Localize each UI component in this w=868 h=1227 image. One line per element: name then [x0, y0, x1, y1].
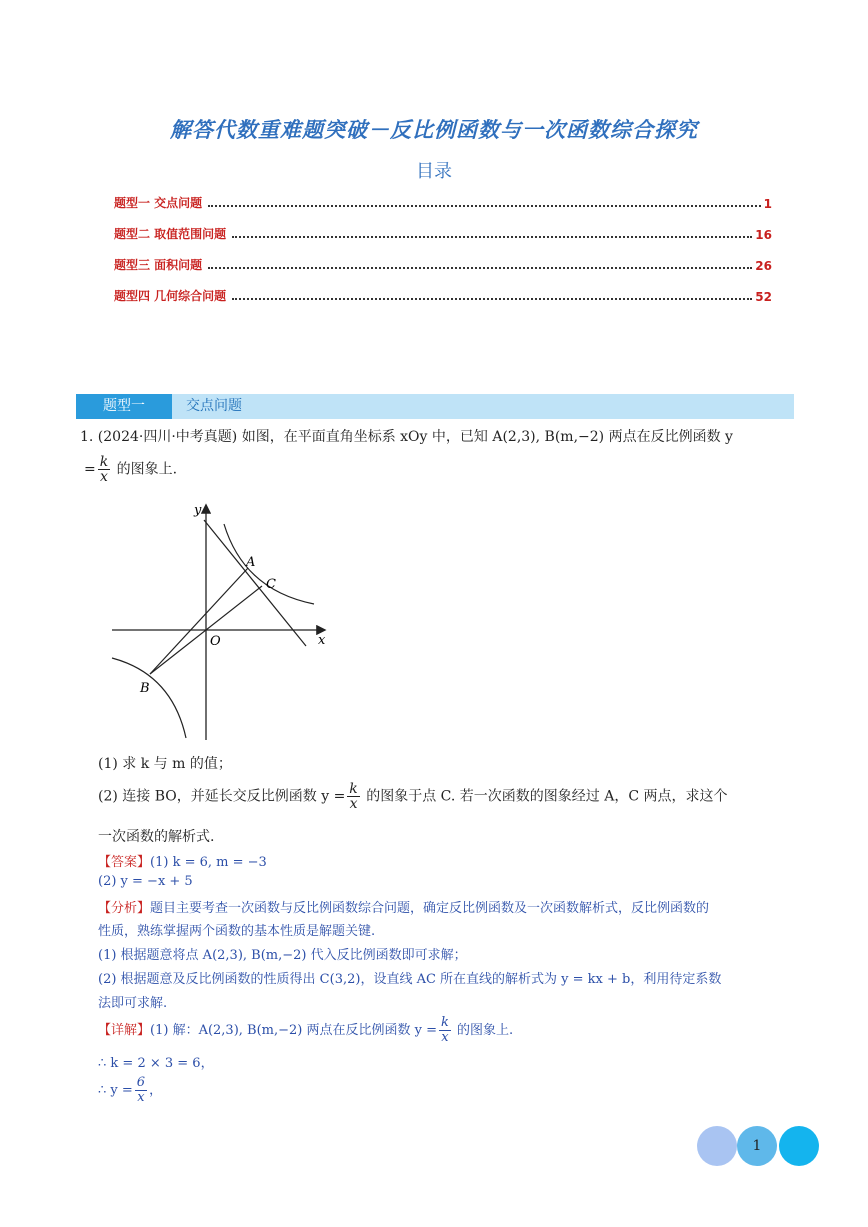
detail-1-suffix: 的图象上. [452, 1023, 514, 1038]
frac-num: k [99, 454, 109, 470]
question-part2 [98, 782, 728, 811]
answer-line1 [98, 851, 267, 870]
question-line2 [84, 455, 177, 484]
section-tag: 题型一 [76, 394, 172, 419]
toc-item[interactable] [114, 193, 772, 211]
answer-2: (2) y = −x + 5 [98, 874, 193, 889]
page-number: 1 [737, 1126, 777, 1166]
frac-den: x [137, 1090, 145, 1105]
detail-3-suffix: ， [149, 1083, 163, 1098]
hyperbola-branch-lower [112, 658, 186, 738]
question-part2-cont: 一次函数的解析式. [98, 829, 215, 845]
analysis-5: 法即可求解. [98, 996, 168, 1011]
frac-num: k [441, 1015, 449, 1030]
analysis-2: 性质，熟练掌握两个函数的基本性质是解题关键. [98, 924, 376, 939]
frac-den: x [100, 469, 108, 485]
detail-3-prefix: ∴ y = [98, 1083, 133, 1098]
document-title: 解答代数重难题突破－反比例函数与一次函数综合探究 [170, 118, 698, 142]
line-ac [204, 520, 306, 646]
fraction-6-over-x [135, 1076, 147, 1105]
fraction-k-over-x [347, 782, 359, 811]
question-part1: (1) 求 k 与 m 的值； [98, 756, 232, 772]
answer-1: (1) k = 6, m = −3 [150, 855, 267, 870]
toc-heading: 目录 [416, 161, 452, 182]
frac-den: x [441, 1030, 449, 1045]
badge-circle-left [697, 1126, 737, 1166]
answer-tag: 【答案】 [98, 855, 151, 870]
detail-line1 [98, 1016, 513, 1045]
toc-item-page: 1 [763, 197, 772, 211]
badge-circle-right [779, 1126, 819, 1166]
fraction-k-over-x [439, 1016, 451, 1045]
toc-item-label: 题型三 面积问题 [114, 258, 203, 272]
toc-item-page: 26 [755, 259, 772, 273]
detail-tag: 【详解】 [98, 1023, 151, 1038]
question-part2-a: (2) 连接 BO，并延长交反比例函数 y = [98, 788, 346, 805]
toc-item[interactable] [114, 286, 772, 304]
toc-leader [232, 236, 752, 238]
analysis-tag: 【分析】 [98, 901, 151, 916]
toc-leader [208, 205, 760, 207]
toc-item-page: 16 [755, 228, 772, 242]
x-axis-label: x [318, 633, 326, 648]
toc-item-page: 52 [755, 290, 772, 304]
function-graph-figure [106, 498, 336, 743]
point-b-label: B [140, 681, 150, 696]
point-a-label: A [246, 555, 256, 570]
hyperbola-branch-upper [224, 524, 314, 604]
question-part2-b: 的图象于点 C. 若一次函数的图象经过 A，C 两点，求这个 [361, 788, 728, 805]
analysis-3: (1) 根据题意将点 A(2,3), B(m,−2) 代入反比例函数即可求解； [98, 948, 467, 963]
point-c-label: C [266, 577, 276, 592]
frac-num: k [349, 781, 358, 797]
section-title: 交点问题 [186, 398, 242, 414]
frac-den: x [349, 796, 358, 812]
question-line2-suffix: 的图象上. [112, 461, 178, 478]
question-line1: 1. (2024·四川·中考真题) 如图，在平面直角坐标系 xOy 中，已知 A(2,3), B(m,−2) 两点在反比例函数 y [80, 429, 733, 445]
origin-label: O [210, 634, 221, 649]
toc-item[interactable] [114, 224, 772, 242]
page-number-badge [697, 1126, 821, 1166]
toc-leader [208, 267, 752, 269]
toc-item-label: 题型四 几何综合问题 [114, 289, 227, 303]
toc-item-label: 题型一 交点问题 [114, 196, 203, 210]
detail-2: ∴ k = 2 × 3 = 6， [98, 1056, 214, 1071]
detail-1: (1) 解：A(2,3), B(m,−2) 两点在反比例函数 y = [150, 1023, 437, 1038]
line-ba [150, 568, 248, 674]
toc-leader [232, 298, 752, 300]
fraction-k-over-x [98, 455, 110, 484]
frac-num: 6 [136, 1075, 146, 1090]
analysis-line1 [98, 897, 709, 916]
section-band [76, 394, 794, 419]
toc-item-label: 题型二 取值范围问题 [114, 227, 227, 241]
question-eq: = [84, 461, 96, 478]
analysis-1: 题目主要考查一次函数与反比例函数综合问题，确定反比例函数及一次函数解析式，反比例函数的 [150, 901, 710, 916]
detail-line3 [98, 1076, 162, 1105]
analysis-4: (2) 根据题意及反比例函数的性质得出 C(3,2)，设直线 AC 所在直线的解析式为 y = kx + b，利用待定系数 [98, 972, 722, 987]
toc-item[interactable] [114, 255, 772, 273]
y-axis-label: y [194, 503, 202, 518]
